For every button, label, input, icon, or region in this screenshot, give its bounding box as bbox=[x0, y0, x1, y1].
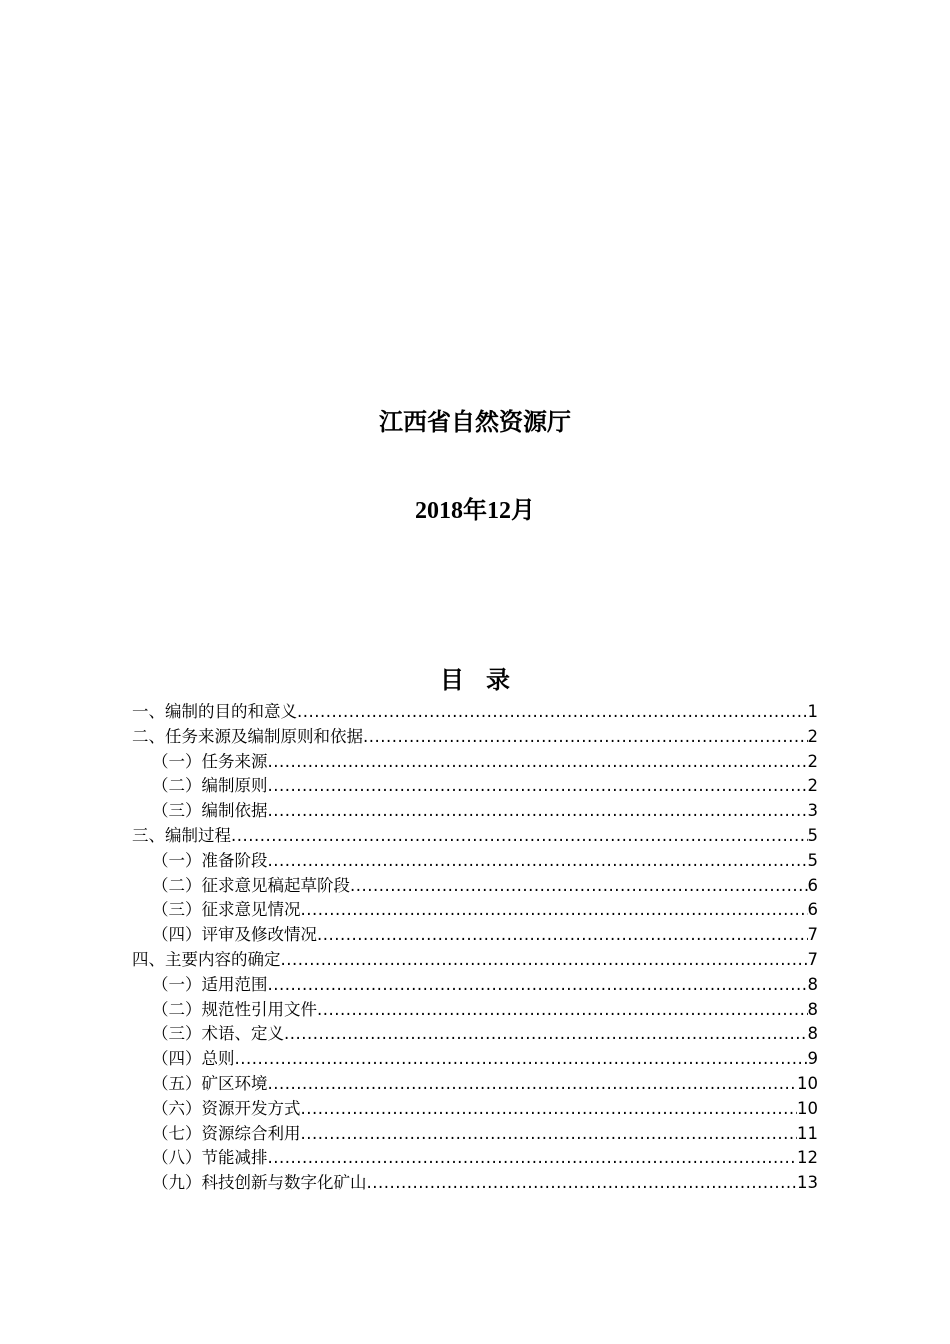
dot-leader bbox=[363, 725, 808, 750]
toc-entry-label: 一、编制的目的和意义 bbox=[132, 702, 297, 721]
toc-entry[interactable] bbox=[132, 1171, 818, 1196]
toc-entry[interactable] bbox=[132, 700, 818, 725]
dot-leader bbox=[301, 898, 808, 923]
toc-entry-page: 5 bbox=[807, 825, 818, 845]
toc-entry-page: 12 bbox=[797, 1148, 818, 1168]
toc-entry-page: 8 bbox=[807, 999, 818, 1019]
toc-entry-label: （二）规范性引用文件 bbox=[152, 999, 317, 1019]
toc-entry[interactable] bbox=[132, 973, 818, 998]
toc-entry-label: 二、任务来源及编制原则和依据 bbox=[132, 726, 363, 746]
toc-entry-label: （五）矿区环境 bbox=[152, 1073, 268, 1093]
toc-entry-page: 10 bbox=[797, 1073, 818, 1093]
toc-entry[interactable] bbox=[132, 1146, 818, 1171]
toc-entry-page: 13 bbox=[797, 1173, 818, 1193]
table-of-contents bbox=[132, 700, 818, 1196]
toc-entry[interactable] bbox=[132, 774, 818, 799]
toc-entry-label: （九）科技创新与数字化矿山 bbox=[152, 1173, 367, 1193]
dot-leader bbox=[268, 1072, 798, 1097]
dot-leader bbox=[268, 750, 808, 775]
toc-entry-label: （七）资源综合利用 bbox=[152, 1123, 301, 1143]
toc-entry[interactable] bbox=[132, 1047, 818, 1072]
toc-entry-page: 8 bbox=[807, 974, 818, 994]
toc-entry-label: （二）征求意见稿起草阶段 bbox=[152, 875, 350, 895]
toc-entry[interactable] bbox=[132, 1122, 818, 1147]
dot-leader bbox=[317, 923, 808, 948]
dot-leader bbox=[268, 849, 808, 874]
toc-entry-label: （四）总则 bbox=[152, 1049, 235, 1069]
dot-leader bbox=[268, 774, 808, 799]
toc-entry[interactable] bbox=[132, 1022, 818, 1047]
dot-leader bbox=[231, 824, 808, 849]
toc-entry[interactable] bbox=[132, 898, 818, 923]
toc-entry-label: （四）评审及修改情况 bbox=[152, 925, 317, 945]
toc-entry-page: 2 bbox=[807, 751, 818, 771]
toc-entry-label: （一）准备阶段 bbox=[152, 850, 268, 870]
dot-leader bbox=[284, 1022, 808, 1047]
toc-entry-page: 8 bbox=[807, 1024, 818, 1044]
dot-leader bbox=[301, 1122, 798, 1147]
toc-entry-page: 10 bbox=[797, 1098, 818, 1118]
toc-title: 目录 bbox=[440, 666, 532, 694]
toc-entry[interactable] bbox=[132, 1072, 818, 1097]
dot-leader bbox=[268, 1146, 798, 1171]
toc-entry-label: （三）术语、定义 bbox=[152, 1024, 284, 1044]
dot-leader bbox=[268, 799, 808, 824]
toc-entry-label: 三、编制过程 bbox=[132, 825, 231, 845]
organization-name: 江西省自然资源厅 bbox=[379, 410, 571, 436]
toc-entry-label: （一）任务来源 bbox=[152, 751, 268, 771]
toc-entry[interactable] bbox=[132, 725, 818, 750]
dot-leader bbox=[317, 998, 808, 1023]
dot-leader bbox=[350, 874, 808, 899]
dot-leader bbox=[367, 1171, 798, 1196]
toc-entry-page: 9 bbox=[807, 1049, 818, 1069]
toc-entry-page: 7 bbox=[807, 925, 818, 945]
document-date: 2018年12月 bbox=[415, 498, 535, 524]
toc-entry[interactable] bbox=[132, 824, 818, 849]
toc-entry-page: 2 bbox=[807, 726, 818, 746]
toc-entry-page: 6 bbox=[807, 875, 818, 895]
toc-entry-label: （三）征求意见情况 bbox=[152, 900, 301, 920]
toc-entry[interactable] bbox=[132, 948, 818, 973]
toc-entry-page: 3 bbox=[807, 801, 818, 821]
toc-entry[interactable] bbox=[132, 750, 818, 775]
toc-entry[interactable] bbox=[132, 998, 818, 1023]
toc-entry[interactable] bbox=[132, 874, 818, 899]
toc-entry-label: （八）节能减排 bbox=[152, 1148, 268, 1168]
dot-leader bbox=[235, 1047, 808, 1072]
dot-leader bbox=[297, 700, 808, 725]
toc-entry-page: 2 bbox=[807, 776, 818, 796]
toc-entry-label: （三）编制依据 bbox=[152, 801, 268, 821]
toc-entry[interactable] bbox=[132, 923, 818, 948]
dot-leader bbox=[268, 973, 808, 998]
toc-entry-label: （六）资源开发方式 bbox=[152, 1098, 301, 1118]
dot-leader bbox=[301, 1097, 798, 1122]
toc-entry-page: 6 bbox=[807, 900, 818, 920]
dot-leader bbox=[281, 948, 808, 973]
toc-entry[interactable] bbox=[132, 849, 818, 874]
toc-entry-page: 5 bbox=[807, 850, 818, 870]
toc-entry[interactable] bbox=[132, 799, 818, 824]
toc-entry-page: 7 bbox=[807, 949, 818, 969]
toc-entry-page: 1 bbox=[807, 702, 818, 721]
toc-entry-page: 11 bbox=[797, 1123, 818, 1143]
toc-entry[interactable] bbox=[132, 1097, 818, 1122]
toc-entry-label: 四、主要内容的确定 bbox=[132, 949, 281, 969]
toc-entry-label: （一）适用范围 bbox=[152, 974, 268, 994]
toc-entry-label: （二）编制原则 bbox=[152, 776, 268, 796]
